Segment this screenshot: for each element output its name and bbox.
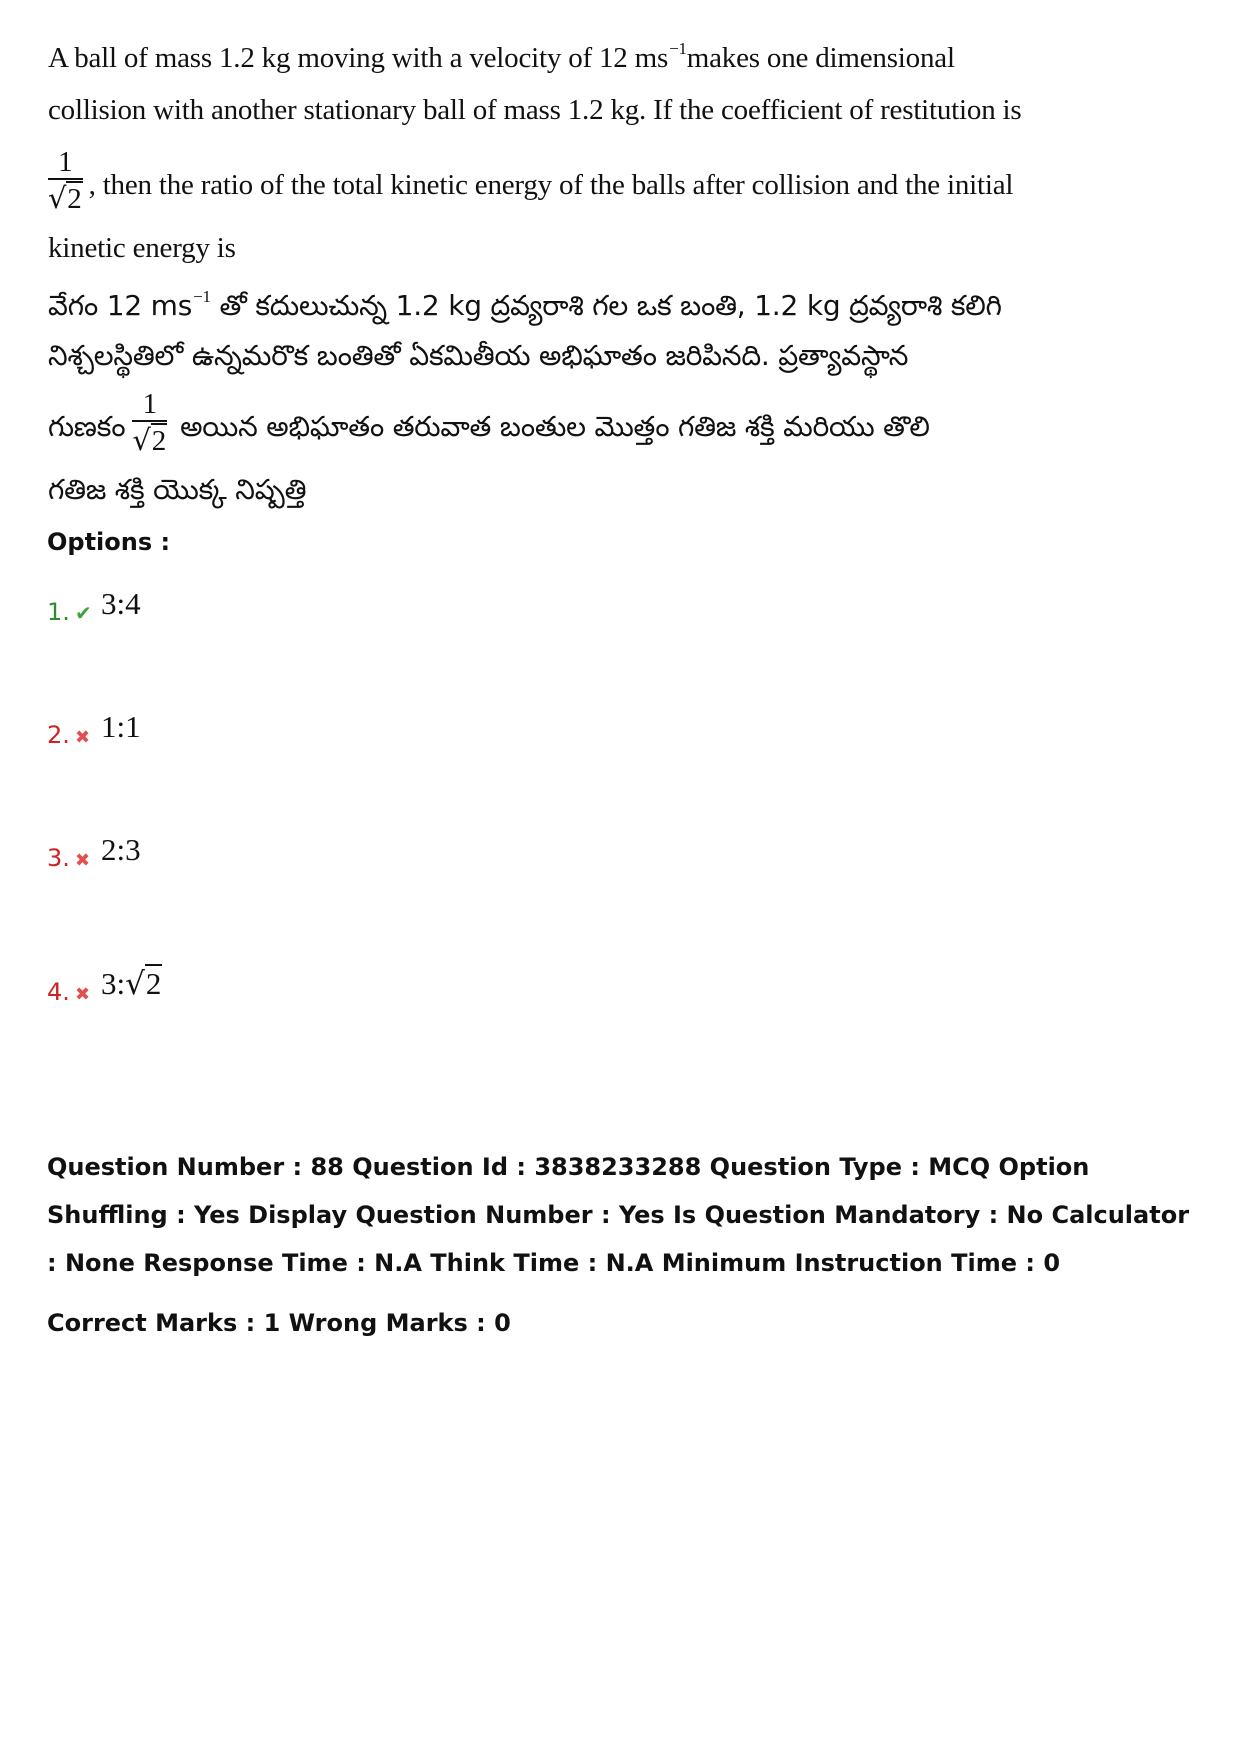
fraction-one-over-root-two-telugu [132,388,167,459]
question-english-line-1 [48,38,955,82]
question-english-line-1-start: A ball of mass 1.2 kg moving with a velocity of 12 ms [48,42,669,74]
fraction-one-over-root-two [48,146,83,217]
sqrt-icon: √ [125,966,145,1002]
option-number: 3. [47,844,70,872]
cross-icon: ✖ [75,727,91,748]
question-telugu-line-2: నిశ్చలస్థితిలో ఉన్నమరొక బంతితో ఏకమితీయ అభిఘాతం జరిపినది. ప్రత్యావస్థాన [48,339,909,372]
fraction-numerator: 1 [48,146,83,180]
checkmark-icon: ✔ [75,601,92,625]
fraction-denominator-telugu [132,422,167,459]
sqrt-radicand: 2 [67,183,82,215]
fraction-numerator-telugu: 1 [132,388,167,422]
option-value: 2:3 [101,832,141,867]
option-1[interactable] [47,586,141,628]
option-value-ratio: 3: [101,966,126,1001]
question-telugu-line-3-start: గుణకం [48,410,126,444]
question-metadata: Question Number : 88 Question Id : 3838233288 Question Type : MCQ Option Shuffling : Yes Display Question Number : Yes Is Question Mandatory : No Calculator : None Response Time : N.A Think Time : N.A Minimum Instruction Time : 0 [47,1153,1190,1277]
question-telugu-line-1-end: తో కదులుచున్న 1.2 kg ద్రవ్యరాశి గల ఒక బంతి, 1.2 kg ద్రవ్యరాశి కలిగి [210,289,1002,322]
question-english-line-2: collision with another stationary ball of mass 1.2 kg. If the coefficient of restitution is [48,94,1022,126]
options-label: Options : [47,528,171,556]
sqrt-icon: √ [48,181,67,215]
question-telugu-line-3 [48,388,930,465]
option-value-radicand: 2 [145,966,162,1001]
marks-info: Correct Marks : 1 Wrong Marks : 0 [47,1309,511,1337]
unit-exponent-telugu: −1 [193,287,211,306]
question-english-line-3 [48,146,1014,223]
cross-icon: ✖ [75,984,91,1005]
option-value: 1:1 [101,709,141,744]
option-3[interactable] [47,832,141,874]
sqrt-radicand-telugu: 2 [151,425,167,457]
cross-icon: ✖ [75,850,91,871]
unit-exponent: −1 [669,39,687,58]
option-number: 1. [47,598,70,626]
option-2[interactable] [47,709,141,751]
option-value: 3:4 [101,586,141,621]
option-4[interactable] [47,966,162,1008]
question-english-line-3-text: , then the ratio of the total kinetic energy of the balls after collision and the initial [88,169,1014,202]
question-english-line-1-end: makes one dimensional [686,42,955,74]
question-telugu-line-1 [48,286,1002,330]
fraction-denominator [48,180,83,217]
option-value [101,966,162,1001]
question-telugu-line-1-start: వేగం 12 ms [48,289,193,322]
question-telugu-line-3-end: అయిన అభిఘాతం తరువాత బంతుల మొత్తం గతిజ శక్తి మరియు తొలి [180,410,930,444]
option-number: 2. [47,721,70,749]
option-number: 4. [47,978,70,1006]
question-english-line-4: kinetic energy is [48,232,236,264]
sqrt-icon: √ [132,423,151,457]
question-telugu-line-4: గతిజ శక్తి యొక్క నిష్పత్తి [48,473,307,506]
